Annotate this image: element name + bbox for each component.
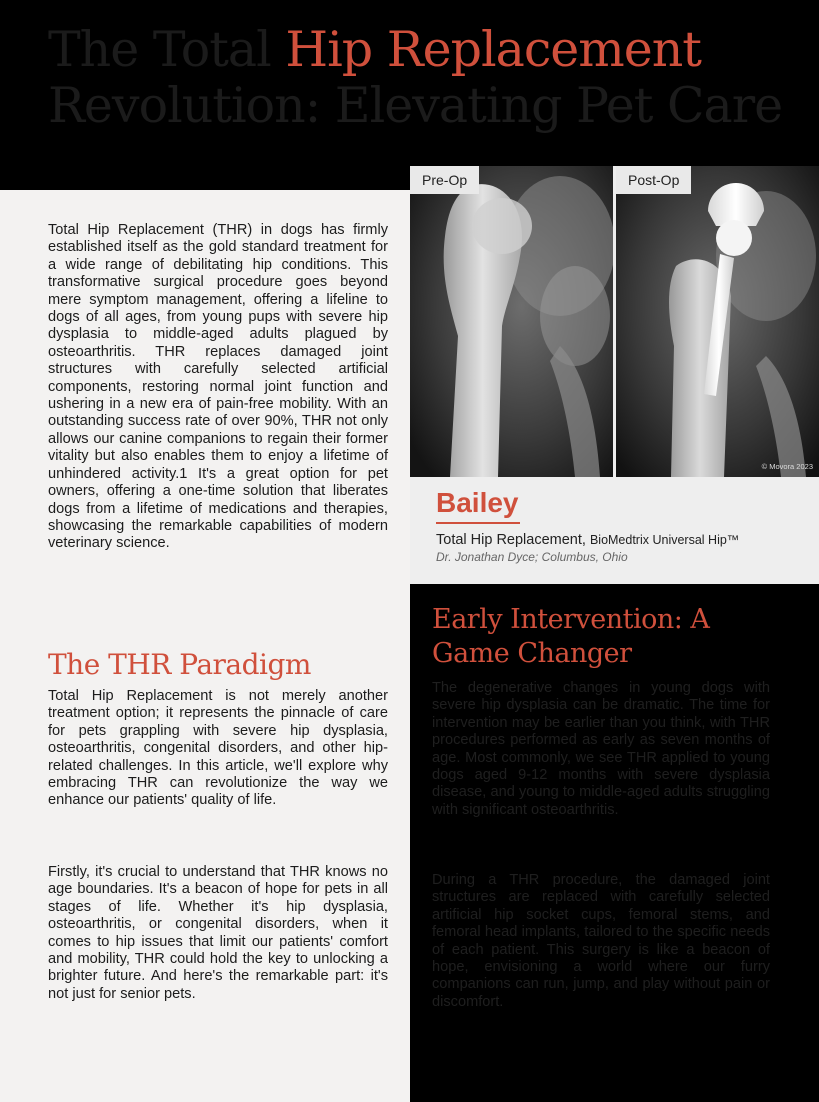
xray-figure	[410, 166, 819, 584]
name-underline	[436, 522, 520, 524]
figure-caption	[436, 486, 806, 565]
early-intervention-heading: Early Intervention: A Game Changer	[432, 604, 710, 669]
pre-op-xray-image	[410, 166, 613, 477]
article-title	[48, 22, 808, 134]
paradigm-paragraph-1: Total Hip Replacement is not merely another treatment option; it represents the pinnacle of care for pets grappling with severe hip dysplasia, osteoarthritis, congenital disorders, and other hip-related challenges. In this article, we'll explore why embracing THR can revolutionize the way we enhance our patients' quality of life.	[48, 688, 388, 809]
paradigm-paragraph-2: Firstly, it's crucial to understand that THR knows no age boundaries. It's a beacon of hope for pets in all stages of life. Whether it's hip dysplasia, osteoarthritis, or congenital disorders, when it comes to hip issues that limit our patients' comfort and mobility, THR could hold the key to unlocking a brighter future. And here's the remarkable part: it's not just for senior pets.	[48, 864, 388, 1002]
pre-op-label: Pre-Op	[410, 166, 479, 194]
paradigm-heading: The THR Paradigm	[48, 648, 311, 681]
patient-name: Bailey	[436, 487, 519, 518]
procedure-name: Total Hip Replacement,	[436, 532, 586, 548]
xray-images	[410, 166, 819, 477]
surgeon-credit: Dr. Jonathan Dyce; Columbus, Ohio	[436, 550, 628, 564]
post-op-xray-image	[616, 166, 819, 477]
post-op-xray	[616, 166, 819, 477]
title-part-1: The Total	[48, 21, 286, 78]
title-accent: Hip Replacement	[285, 21, 701, 78]
implant-name: BioMedtrix Universal Hip™	[589, 533, 740, 547]
left-column	[0, 190, 410, 1102]
intro-paragraph: Total Hip Replacement (THR) in dogs has firmly established itself as the gold standard treatment for a wide range of debilitating hip conditions. This transformative surgical procedure goes beyond mere symptom management, offering a lifeline to dogs of all ages, from young pups with severe hip dysplasia to middle-aged adults plagued by osteoarthritis. THR replaces damaged joint structures with carefully selected artificial components, restoring normal joint function and ushering in a new era of pain-free mobility. With an outstanding success rate of over 90%, THR not only allows our canine companions to regain their former vitality but also enables them to enjoy a lifetime of unhindered activity.1 It's a great option for pet owners, offering a one-time solution that liberates dogs from a lifetime of medications and therapies, showcasing the remarkable capabilities of modern veterinary science.	[48, 222, 388, 552]
post-op-label: Post-Op	[616, 166, 691, 194]
procedure-line	[436, 531, 806, 549]
copyright-notice: © Movora 2023	[761, 462, 813, 471]
title-part-2: Revolution: Elevating Pet Care	[48, 77, 783, 134]
pre-op-xray	[410, 166, 613, 477]
early-paragraph-1: The degenerative changes in young dogs with severe hip dysplasia can be dramatic. The time for intervention may be earlier than you think, with THR procedures performed as early as seven months of age. Most commonly, we see THR applied to young dogs aged 9-12 months with severe dysplasia disease, and young to middle-aged adults struggling with significant osteoarthritis.	[432, 680, 770, 818]
early-paragraph-2: During a THR procedure, the damaged joint structures are replaced with carefully selected artificial hip socket cups, femoral stems, and femoral head implants, tailored to the specific needs of each patient. This surgery is like a beacon of hope, envisioning a world where our furry companions can run, jump, and play without pain or discomfort.	[432, 872, 770, 1010]
